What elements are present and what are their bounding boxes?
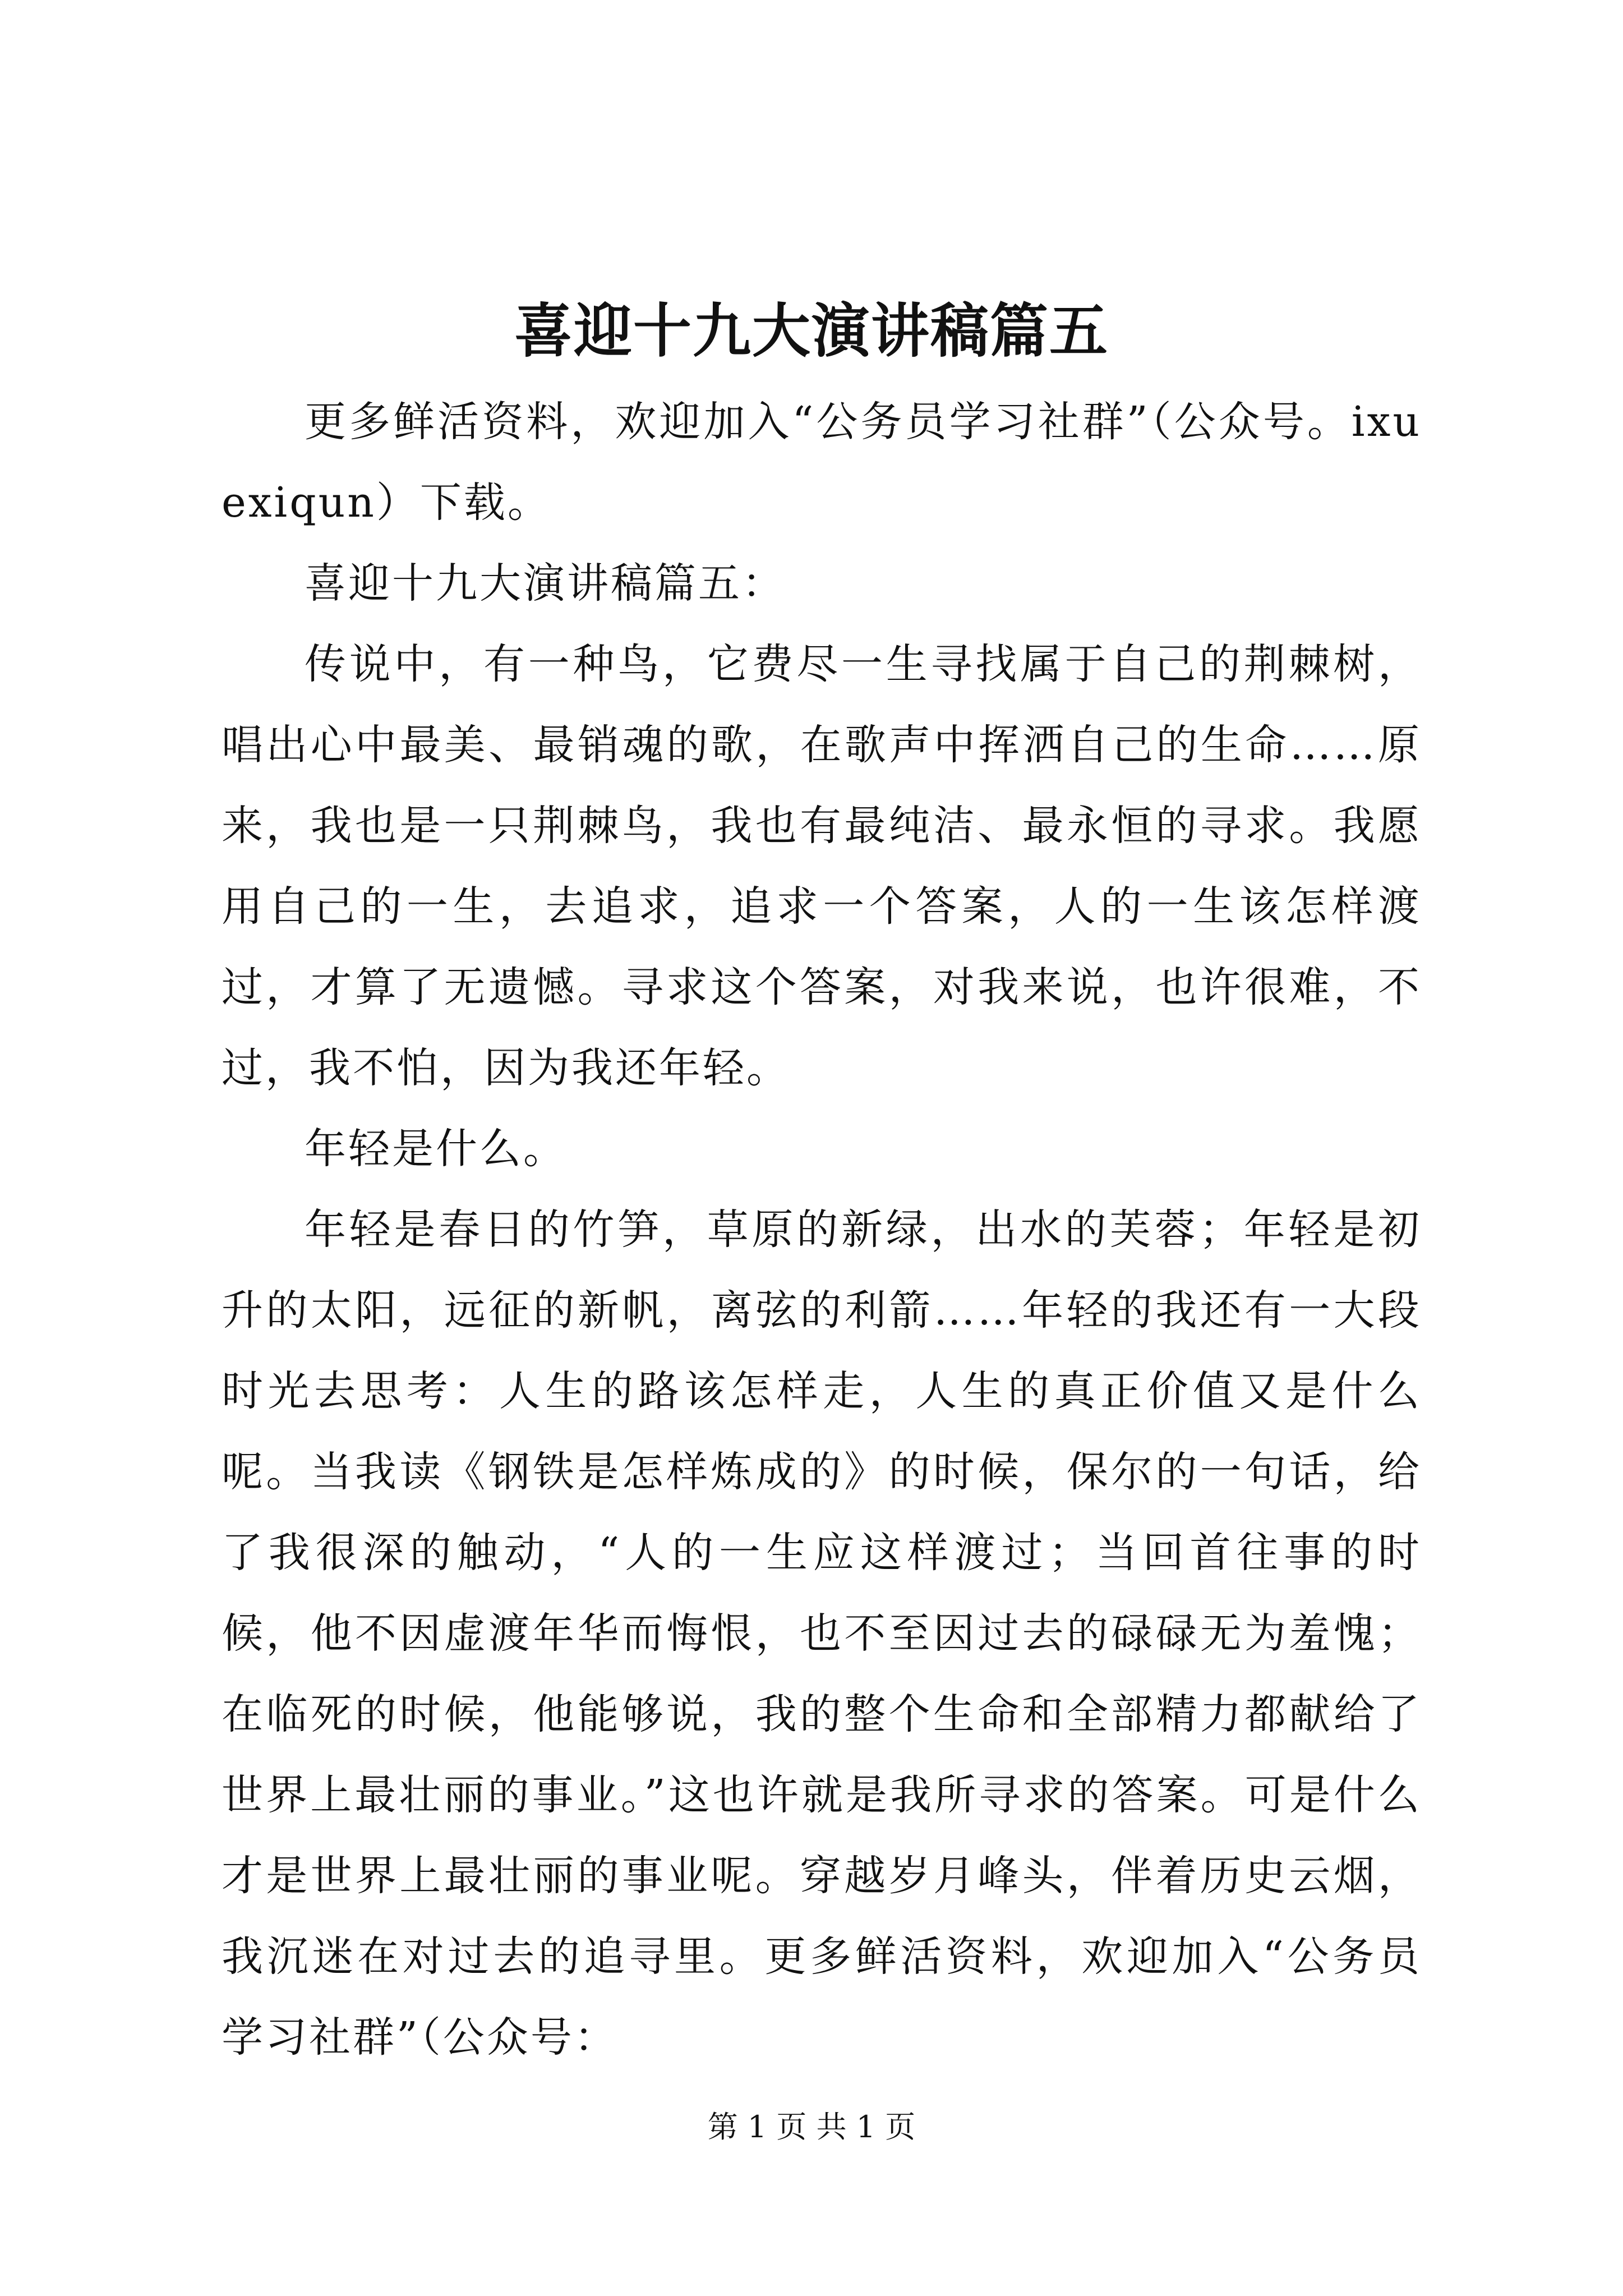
paragraph-legend: 传说中，有一种鸟，它费尽一生寻找属于自己的荆棘树，唱出心中最美、最销魂的歌，在歌声中挥洒自己的生命……原来，我也是一只荆棘鸟，我也有最纯洁、最永恒的寻求。我愿用自己的一生，去追求，追求一个答案，人的一生该怎样渡过，才算了无遗憾。寻求这个答案，对我来说，也许很难，不过，我不怕，因为我还年轻。 <box>222 640 1422 1092</box>
document-title: 喜迎十九大演讲稿篇五 <box>514 296 1109 365</box>
page-footer: 第 1 页 共 1 页 <box>707 2109 916 2145</box>
document-body <box>222 381 1422 2078</box>
paragraph-youth: 年轻是春日的竹笋，草原的新绿，出水的芙蓉；年轻是初升的太阳，远征的新帆，离弦的利箭……年轻的我还有一大段时光去思考：人生的路该怎样走，人生的真正价值又是什么呢。当我读《钢铁是怎样炼成的》的时候，保尔的一句话，给了我很深的触动，“人的一生应这样渡过；当回首往事的时候，他不因虚渡年华而悔恨，也不至因过去的碌碌无为羞愧；在临死的时候，他能够说，我的整个生命和全部精力都献给了世界上最壮丽的事业。”这也许就是我所寻求的答案。可是什么才是世界上最壮丽的事业呢。穿越岁月峰头，伴着历史云烟，我沉迷在对过去的追寻里。更多鲜活资料，欢迎加入“公务员学习社群”（公众号： <box>222 1205 1422 2062</box>
paragraph-intro: 更多鲜活资料，欢迎加入“公务员学习社群”（公众号。ixuexiqun）下载。 <box>222 398 1422 527</box>
paragraph-heading: 喜迎十九大演讲稿篇五： <box>305 559 786 608</box>
paragraph-question: 年轻是什么。 <box>305 1125 567 1173</box>
